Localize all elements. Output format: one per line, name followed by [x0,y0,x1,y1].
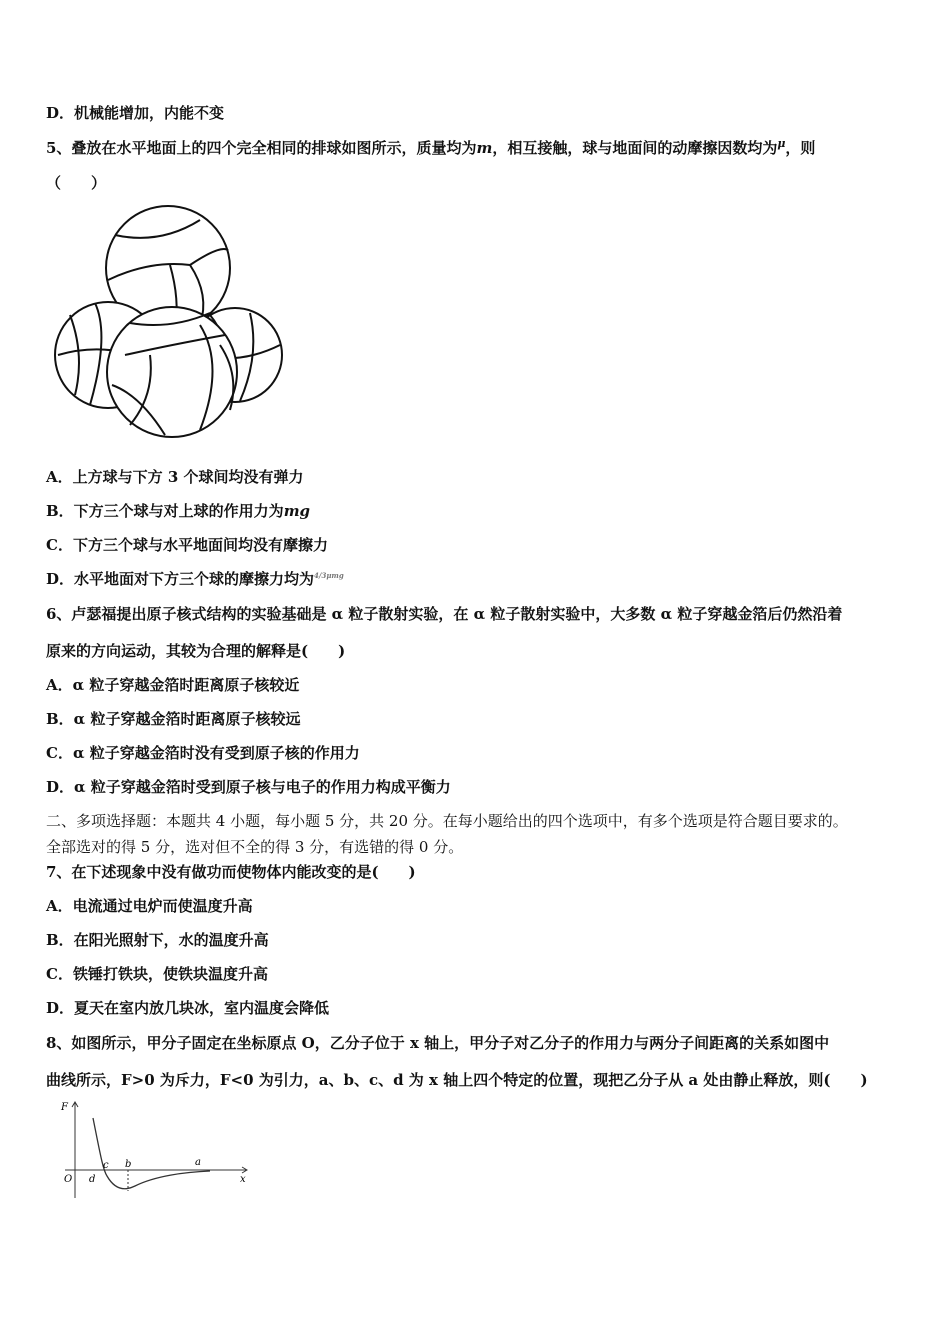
force-curve [93,1118,210,1189]
graph-label-o: O [64,1174,73,1185]
graph-label-d: d [89,1174,96,1185]
q8-stem-line1: 8、如图所示，甲分子固定在坐标原点 O，乙分子位于 x 轴上，甲分子对乙分子的作用力与两分子间距离的关系如图中 [46,1034,830,1052]
section2-instructions-line2: 全部选对的得 5 分，选对但不全的得 3 分，有选错的得 0 分。 [46,838,464,856]
q5-option-a: A．上方球与下方 3 个球间均没有弹力 [46,468,304,486]
section2-instructions-line1: 二、多项选择题：本题共 4 小题，每小题 5 分，共 20 分。在每小题给出的四个选项中，有多个选项是符合题目要求的。 [46,812,848,830]
q5-mu-symbol: μ [777,137,786,150]
force-distance-graph [55,1098,255,1204]
q6-option-a: A．α 粒子穿越金箔时距离原子核较近 [46,676,300,694]
q5-option-c: C．下方三个球与水平地面间均没有摩擦力 [46,536,328,554]
q6-stem-line2: 原来的方向运动，其较为合理的解释是( ) [46,642,346,660]
q5-option-b: B．下方三个球与对上球的作用力为mg [46,502,311,520]
graph-label-c: c [103,1160,109,1171]
q6-option-b: B．α 粒子穿越金箔时距离原子核较远 [46,710,301,728]
q5-paren: （ ） [46,174,107,192]
q7-option-d: D．夏天在室内放几块冰，室内温度会降低 [46,999,330,1017]
q7-option-a: A．电流通过电炉而使温度升高 [46,897,253,915]
volleyball-stack-figure [50,205,285,440]
graph-label-b: b [125,1159,132,1170]
q5-mass-symbol: m [476,139,493,157]
q5-option-d: D．水平地面对下方三个球的摩擦力均为$^{4/3\mu mg}$ [46,570,344,588]
q5-option-b-mg: mg [283,502,311,520]
q5-option-d-formula: 4/3μmg [314,571,344,580]
q7-stem: 7、在下述现象中没有做功而使物体内能改变的是( ) [46,863,416,881]
q6-stem-line1: 6、卢瑟福提出原子核式结构的实验基础是 α 粒子散射实验，在 α 粒子散射实验中，大多数 α 粒子穿越金箔后仍然沿着 [46,605,843,623]
q7-option-c: C．铁锤打铁块，使铁块温度升高 [46,965,268,983]
q8-stem-line2: 曲线所示，F>0 为斥力，F<0 为引力，a、b、c、d 为 x 轴上四个特定的位置，现把乙分子从 a 处由静止释放，则( ) [46,1071,868,1089]
graph-label-a: a [195,1157,201,1168]
q5-stem: 5、叠放在水平地面上的四个完全相同的排球如图所示，质量均为m，相互接触，球与地面间的动摩擦因数均为$^\mu$，则 [46,137,816,157]
q6-option-d: D．α 粒子穿越金箔时受到原子核与电子的作用力构成平衡力 [46,778,451,796]
graph-label-x: x [240,1174,246,1185]
q6-option-c: C．α 粒子穿越金箔时没有受到原子核的作用力 [46,744,360,762]
q4-option-d: D．机械能增加，内能不变 [46,104,225,122]
q7-option-b: B．在阳光照射下，水的温度升高 [46,931,269,949]
graph-label-f: F [61,1102,68,1113]
